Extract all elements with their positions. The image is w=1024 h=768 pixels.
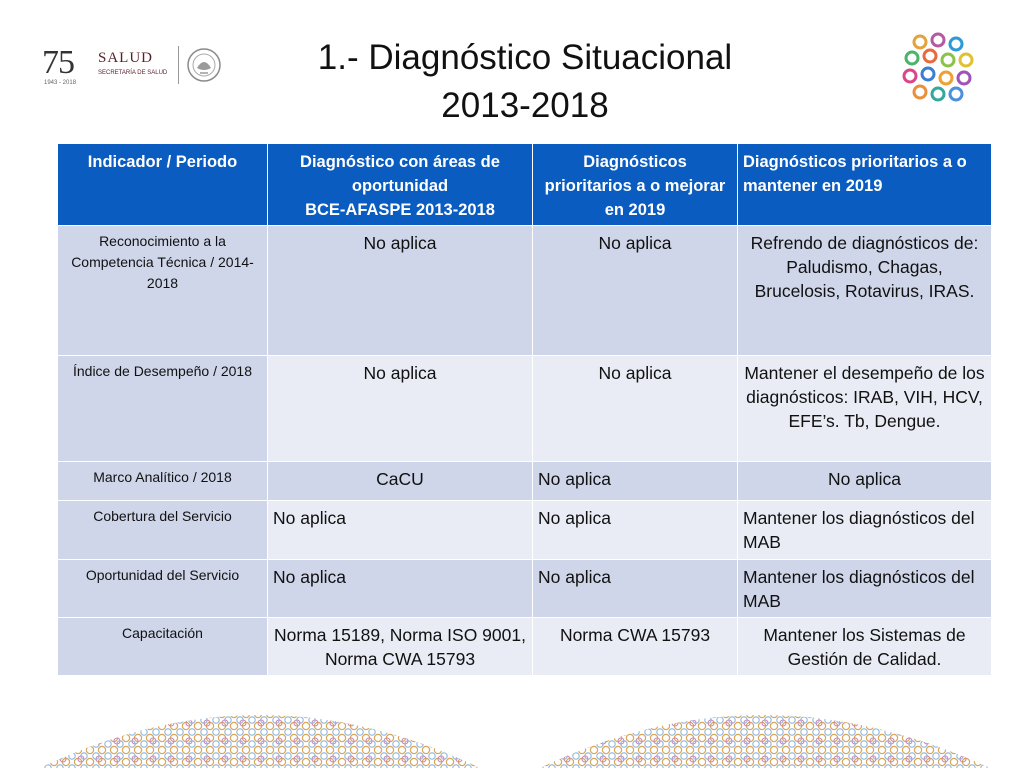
row-indicator: Marco Analítico / 2018 [58,462,268,501]
diagnostico-table [57,143,992,676]
table-row [58,356,992,462]
table-row [58,501,992,560]
row-indicator: Cobertura del Servicio [58,501,268,560]
row-col2: No aplica [268,226,533,356]
row-col4: Mantener el desempeño de los diagnósticos: IRAB, VIH, HCV, EFE’s. Tb, Dengue. [738,356,992,462]
row-col2: No aplica [268,501,533,560]
salud-wordmark: SALUD [98,50,154,66]
table-row [58,560,992,618]
page-title-line1: 1.- Diagnóstico Situacional [317,38,733,77]
row-col3: No aplica [533,501,738,560]
table-row [58,618,992,676]
row-col4: Mantener los diagnósticos del MAB [738,501,992,560]
header-prioritarios-mejorar: Diagnósticos prioritarios a o mejorar en 2019 [533,144,738,226]
row-indicator: Capacitación [58,618,268,676]
header-prioritarios-mantener: Diagnósticos prioritarios a o mantener en 2019 [738,144,992,226]
row-col3: No aplica [533,356,738,462]
table-header-row [58,144,992,226]
row-indicator: Reconocimiento a la Competencia Técnica / 2014-2018 [58,226,268,356]
header-diagnostico-oportunidad: Diagnóstico con áreas de oportunidad BCE-AFASPE 2013-2018 [268,144,533,226]
table-row [58,462,992,501]
row-col3: Norma CWA 15793 [533,618,738,676]
anniversary-years: 1943 - 2018 [44,80,77,86]
page-title [240,34,810,130]
row-col4: No aplica [738,462,992,501]
row-col4: Refrendo de diagnósticos de: Paludismo, Chagas, Brucelosis, Rotavirus, IRAS. [738,226,992,356]
mexico-seal-icon [186,46,222,84]
row-indicator: Oportunidad del Servicio [58,560,268,618]
row-col3: No aplica [533,560,738,618]
table-row [58,226,992,356]
row-indicator: Índice de Desempeño / 2018 [58,356,268,462]
anniversary-number: 75 [42,44,74,81]
row-col4: Mantener los diagnósticos del MAB [738,560,992,618]
decorative-ring-pattern [0,672,1024,768]
page-title-line2: 2013-2018 [441,86,609,125]
row-col2: No aplica [268,356,533,462]
rings-cluster-icon [900,30,980,108]
row-col2: CaCU [268,462,533,501]
row-col4: Mantener los Sistemas de Gestión de Calidad. [738,618,992,676]
secretaria-label: SECRETARÍA DE SALUD [98,70,168,76]
row-col3: No aplica [533,462,738,501]
row-col2: No aplica [268,560,533,618]
salud-75-logo [36,40,226,92]
row-col2: Norma 15189, Norma ISO 9001, Norma CWA 15793 [268,618,533,676]
header-indicador: Indicador / Periodo [58,144,268,226]
row-col3: No aplica [533,226,738,356]
logo-divider [178,46,179,84]
